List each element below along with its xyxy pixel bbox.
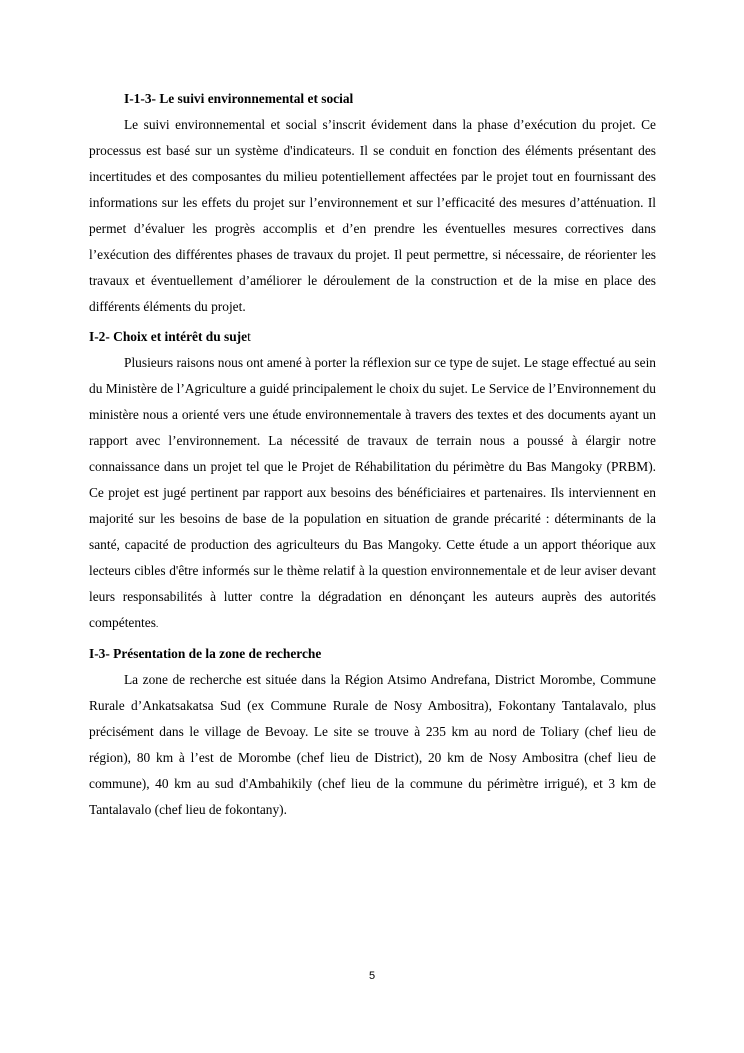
page-number: 5	[368, 970, 376, 982]
paragraph-choix-text: Plusieurs raisons nous ont amené à porter la réflexion sur ce type de sujet. Le stage effectué au sein du Ministère de l’Agriculture a guidé principalement le choix du sujet. Le Service de l’Environnement du ministère nous a orienté vers une étude environnementale à travers des textes et des documents ayant un rapport avec l’environnement. La nécessité de travaux de terrain nous a poussé à élargir notre connaissance dans un projet tel que le Projet de Réhabilitation du périmètre du Bas Mangoky (PRBM). Ce projet est jugé pertinent par rapport aux besoins des bénéficiaires et partenaires. Ils interviennent en majorité sur les besoins de base de la population en situation de grande précarité : déterminants de la santé, capacité de production des agriculteurs du Bas Mangoky. Cette étude a un apport théorique aux lecteurs cibles d'être informés sur le thème relatif à la question environnementale et de leur aviser devant leurs responsabilités à lutter contre la dégradation en dénonçant les auteurs auprès des autorités compétentes	[89, 355, 656, 630]
paragraph-suivi: Le suivi environnemental et social s’inscrit évidement dans la phase d’exécution du projet. Ce processus est basé sur un système d'indicateurs. Il se conduit en fonction des éléments présentant des incertitudes et des composantes du milieu potentiellement affectées par le projet tout en fournissant des informations sur les effets du projet sur l’environnement et sur l’efficacité des mesures d’atténuation. Il permet d’évaluer les progrès accomplis et d’en prendre les éventuelles mesures correctives dans l’exécution des différentes phases de travaux du projet. Il peut permettre, si nécessaire, de réorienter les travaux et éventuellement d’améliorer le déroulement de la construction et de la mise en place des différents éléments du projet.	[89, 117, 656, 314]
paragraph-choix	[89, 350, 656, 637]
document-page	[89, 86, 656, 823]
paragraph-choix-end: .	[155, 619, 159, 629]
section-heading-choix-tail: t	[247, 329, 251, 344]
section-heading-choix	[89, 324, 656, 350]
paragraph-zone: La zone de recherche est située dans la Région Atsimo Andrefana, District Morombe, Commune Rurale d’Ankatsakatsa Sud (ex Commune Rurale de Nosy Ambositra), Fokontany Tantalavalo, plus précisément dans le village de Bevoay. Le site se trouve à 235 km au nord de Toliary (chef lieu de région), 80 km à l’est de Morombe (chef lieu de District), 20 km de Nosy Ambositra (chef lieu de commune), 40 km au sud d'Ambahikily (chef lieu de la commune du périmètre irrigué), et 3 km de Tantalavalo (chef lieu de fokontany).	[89, 672, 656, 817]
section-heading-choix-text: I-2- Choix et intérêt du suje	[89, 329, 248, 344]
section-heading-suivi: I-1-3- Le suivi environnemental et social	[124, 91, 354, 106]
section-heading-zone: I-3- Présentation de la zone de recherche	[89, 646, 322, 661]
